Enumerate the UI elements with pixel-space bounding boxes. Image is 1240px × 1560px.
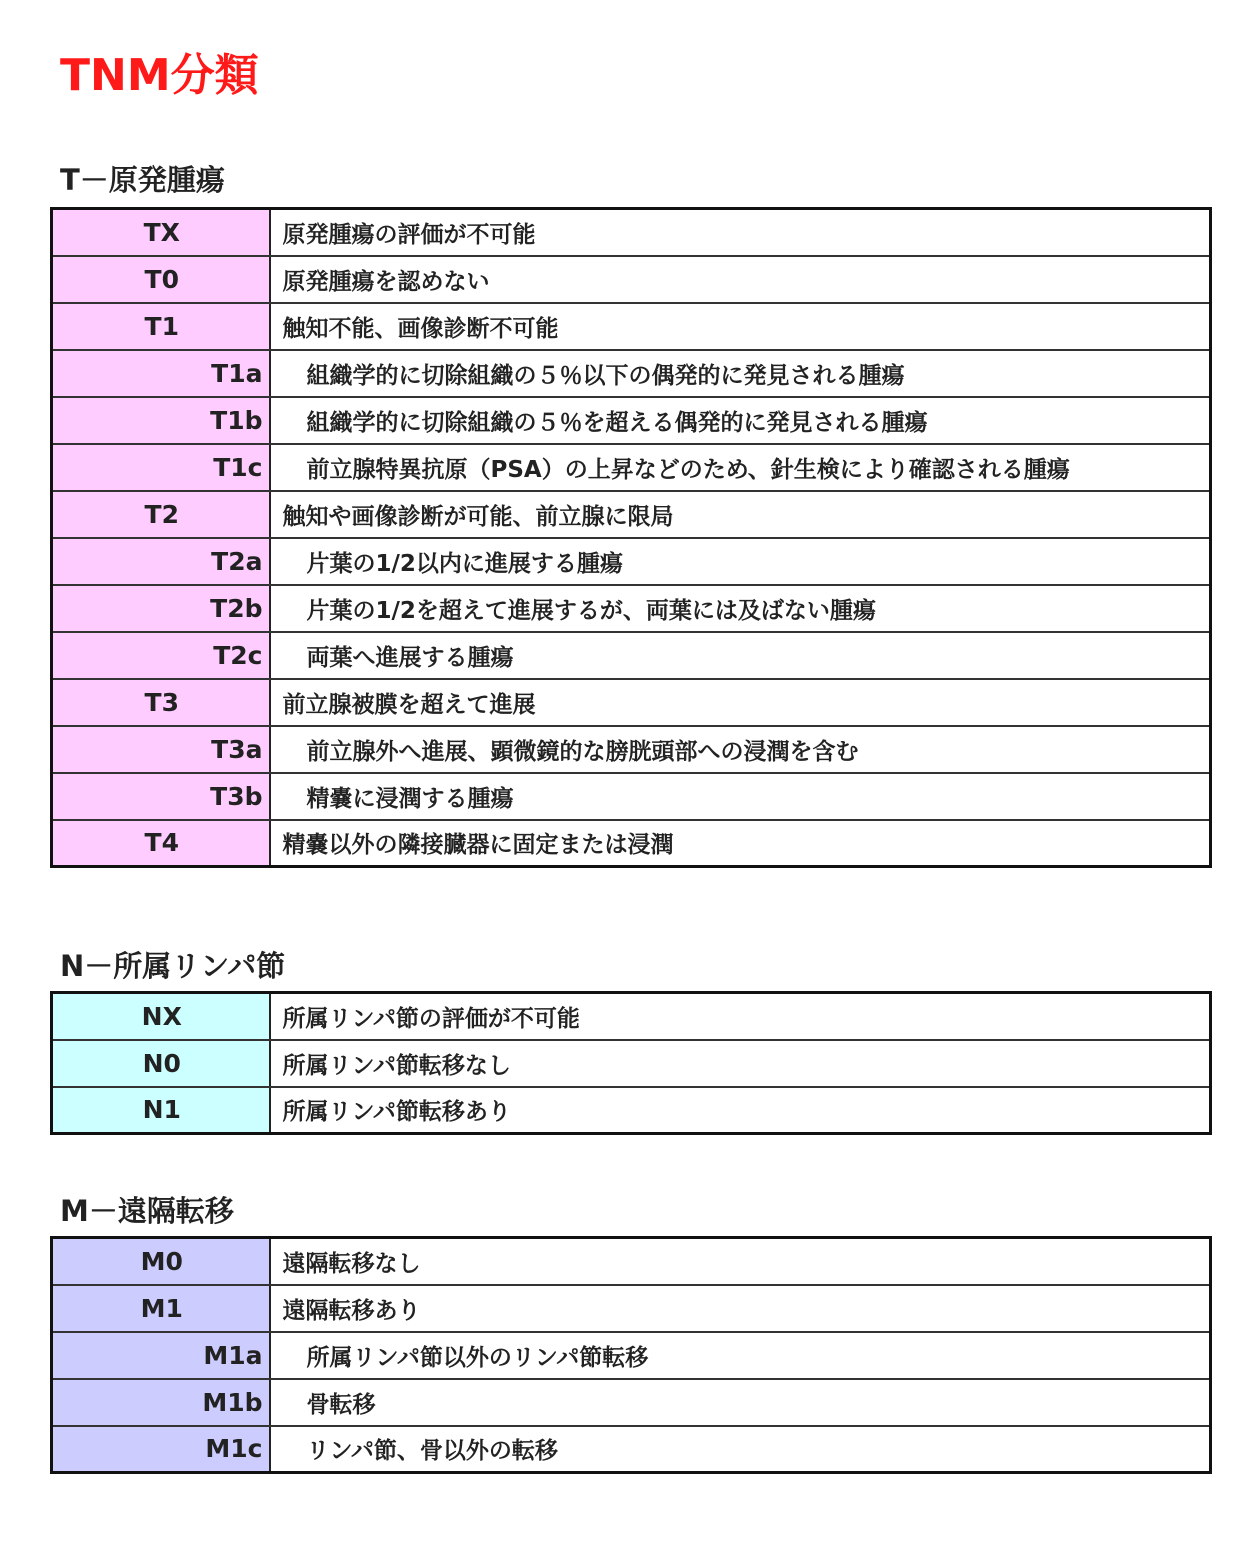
- stage-description-cell: 両葉へ進展する腫瘍: [270, 632, 1211, 679]
- stage-code-cell: N1: [52, 1087, 270, 1134]
- stage-code-cell: T1c: [52, 444, 270, 491]
- table-row: [52, 444, 1211, 491]
- t-section-heading: T－原発腫瘍: [60, 163, 225, 197]
- stage-code-cell: T4: [52, 820, 270, 867]
- table-row: [52, 397, 1211, 444]
- stage-description-cell: 片葉の1/2以内に進展する腫瘍: [270, 538, 1211, 585]
- stage-description-cell: 触知不能、画像診断不可能: [270, 303, 1211, 350]
- stage-code-cell: TX: [52, 209, 270, 256]
- stage-code-cell: T2: [52, 491, 270, 538]
- stage-code-cell: T2a: [52, 538, 270, 585]
- stage-description-cell: 所属リンパ節転移あり: [270, 1087, 1211, 1134]
- table-row: [52, 209, 1211, 256]
- stage-description-cell: 精嚢に浸潤する腫瘍: [270, 773, 1211, 820]
- stage-code-cell: T2c: [52, 632, 270, 679]
- stage-description-cell: 遠隔転移なし: [270, 1238, 1211, 1285]
- stage-description-cell: 精嚢以外の隣接臓器に固定または浸潤: [270, 820, 1211, 867]
- table-row: [52, 679, 1211, 726]
- stage-description-cell: 所属リンパ節以外のリンパ節転移: [270, 1332, 1211, 1379]
- table-row: [52, 773, 1211, 820]
- n-classification-table: [50, 991, 1212, 1135]
- stage-code-cell: T2b: [52, 585, 270, 632]
- stage-description-cell: 所属リンパ節の評価が不可能: [270, 993, 1211, 1040]
- m-section-heading: M－遠隔転移: [60, 1194, 234, 1228]
- stage-code-cell: M0: [52, 1238, 270, 1285]
- stage-code-cell: T0: [52, 256, 270, 303]
- stage-description-cell: 前立腺被膜を超えて進展: [270, 679, 1211, 726]
- stage-code-cell: T1: [52, 303, 270, 350]
- t-classification-table: [50, 207, 1212, 868]
- table-row: [52, 1332, 1211, 1379]
- table-row: [52, 1238, 1211, 1285]
- stage-description-cell: 骨転移: [270, 1379, 1211, 1426]
- stage-description-cell: 遠隔転移あり: [270, 1285, 1211, 1332]
- table-row: [52, 820, 1211, 867]
- stage-description-cell: 触知や画像診断が可能、前立腺に限局: [270, 491, 1211, 538]
- stage-description-cell: 片葉の1/2を超えて進展するが、両葉には及ばない腫瘍: [270, 585, 1211, 632]
- table-row: [52, 726, 1211, 773]
- stage-description-cell: リンパ節、骨以外の転移: [270, 1426, 1211, 1473]
- stage-code-cell: T3b: [52, 773, 270, 820]
- table-row: [52, 350, 1211, 397]
- table-row: [52, 256, 1211, 303]
- stage-code-cell: T3: [52, 679, 270, 726]
- table-row: [52, 1040, 1211, 1087]
- table-row: [52, 1426, 1211, 1473]
- stage-description-cell: 前立腺外へ進展、顕微鏡的な膀胱頭部への浸潤を含む: [270, 726, 1211, 773]
- table-row: [52, 632, 1211, 679]
- stage-code-cell: M1c: [52, 1426, 270, 1473]
- table-row: [52, 585, 1211, 632]
- stage-description-cell: 原発腫瘍の評価が不可能: [270, 209, 1211, 256]
- stage-description-cell: 原発腫瘍を認めない: [270, 256, 1211, 303]
- stage-code-cell: M1: [52, 1285, 270, 1332]
- stage-code-cell: M1b: [52, 1379, 270, 1426]
- stage-code-cell: NX: [52, 993, 270, 1040]
- stage-description-cell: 前立腺特異抗原（PSA）の上昇などのため、針生検により確認される腫瘍: [270, 444, 1211, 491]
- stage-description-cell: 組織学的に切除組織の５％以下の偶発的に発見される腫瘍: [270, 350, 1211, 397]
- table-row: [52, 303, 1211, 350]
- stage-code-cell: T3a: [52, 726, 270, 773]
- stage-code-cell: N0: [52, 1040, 270, 1087]
- m-classification-table: [50, 1236, 1212, 1474]
- page-title: TNM分類: [60, 50, 259, 101]
- table-row: [52, 1285, 1211, 1332]
- stage-description-cell: 所属リンパ節転移なし: [270, 1040, 1211, 1087]
- stage-code-cell: T1b: [52, 397, 270, 444]
- table-row: [52, 538, 1211, 585]
- stage-description-cell: 組織学的に切除組織の５％を超える偶発的に発見される腫瘍: [270, 397, 1211, 444]
- stage-code-cell: M1a: [52, 1332, 270, 1379]
- n-section-heading: N－所属リンパ節: [60, 949, 286, 983]
- table-row: [52, 491, 1211, 538]
- table-row: [52, 1379, 1211, 1426]
- stage-code-cell: T1a: [52, 350, 270, 397]
- table-row: [52, 993, 1211, 1040]
- table-row: [52, 1087, 1211, 1134]
